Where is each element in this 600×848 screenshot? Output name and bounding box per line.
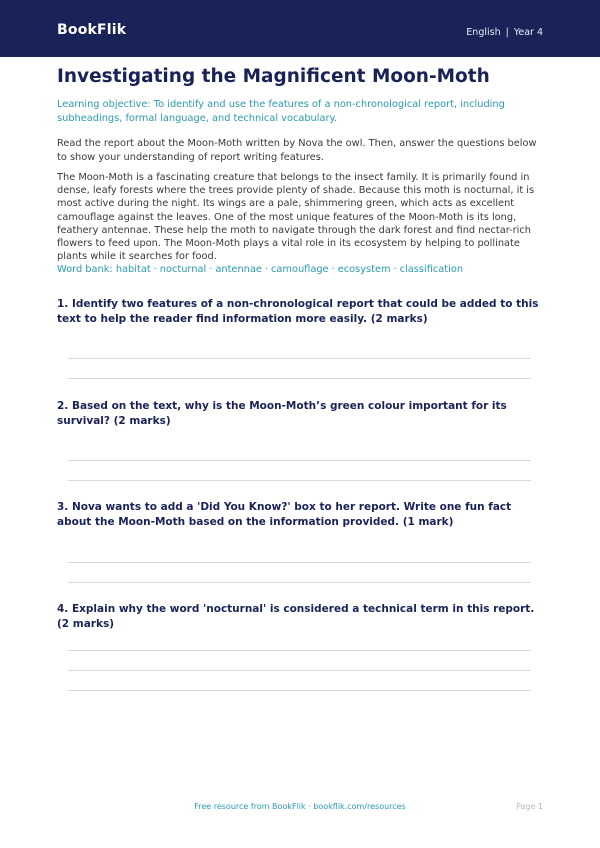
- subject-label: English: [466, 27, 501, 38]
- page-number: Page 1: [516, 802, 543, 811]
- footer-link[interactable]: Free resource from BookFlik · bookflik.com/resources: [194, 802, 406, 811]
- subject-year-label: [466, 27, 543, 38]
- answer-line[interactable]: [68, 480, 531, 481]
- word-bank-word: nocturnal: [159, 264, 207, 275]
- word-separator: ·: [393, 264, 397, 275]
- meta-separator: |: [505, 27, 509, 38]
- question-1: 1. Identify two features of a non-chronological report that could be added to this text to help the reader find information more easily. (2 marks): [57, 298, 539, 325]
- answer-line[interactable]: [68, 460, 531, 461]
- page-title: Investigating the Magnificent Moon-Moth: [57, 66, 490, 87]
- question-4: 4. Explain why the word 'nocturnal' is considered a technical term in this report. (2 marks): [57, 603, 535, 630]
- answer-line[interactable]: [68, 582, 531, 583]
- word-bank-word: ecosystem: [337, 264, 391, 275]
- report-passage: The Moon-Moth is a fascinating creature that belongs to the insect family. It is primarily found in dense, leafy forests where the trees provide plenty of shade. Because this moth is nocturnal, it is most active during the night. Its wings are a pale, shimmering green, which acts as excellent camouflage against the leaves. One of the most unique features of the Moon-Moth is its long, feathery antennae. These help the moth to navigate through the dark forest and find nectar-rich flowers to feed upon. The Moon-Moth plays a vital role in its ecosystem by helping to pollinate plants while it searches for food.: [57, 172, 535, 263]
- question-3: 3. Nova wants to add a 'Did You Know?' box to her report. Write one fun fact about the Moon-Moth based on the information provided. (1 mark): [57, 501, 512, 528]
- question-2: 2. Based on the text, why is the Moon-Moth’s green colour important for its survival? (2 marks): [57, 400, 507, 427]
- answer-line[interactable]: [68, 670, 531, 671]
- answer-line[interactable]: [68, 650, 531, 651]
- word-bank: [57, 264, 543, 275]
- word-bank-word: camouflage: [271, 264, 329, 275]
- word-bank-word: classification: [399, 264, 464, 275]
- word-separator: ·: [264, 264, 269, 275]
- brand-logo[interactable]: BookFlik: [57, 22, 127, 38]
- answer-line[interactable]: [68, 378, 531, 379]
- word-bank-word: antennae: [215, 264, 262, 275]
- intro-instructions: Read the report about the Moon-Moth written by Nova the owl. Then, answer the questions below to show your understanding of report writing features.: [57, 138, 537, 163]
- word-separator: ·: [209, 264, 213, 275]
- answer-line[interactable]: [68, 690, 531, 691]
- year-label: Year 4: [513, 27, 543, 38]
- answer-line[interactable]: [68, 358, 531, 359]
- word-separator: ·: [153, 264, 157, 275]
- header-bar: [0, 0, 600, 57]
- answer-line[interactable]: [68, 562, 531, 563]
- word-separator: ·: [331, 264, 335, 275]
- learning-objective: Learning objective: To identify and use the features of a non-chronological report, including subheadings, formal language, and technical vocabulary.: [57, 99, 505, 124]
- word-bank-label: Word bank:: [57, 264, 113, 275]
- word-bank-word: habitat: [115, 264, 151, 275]
